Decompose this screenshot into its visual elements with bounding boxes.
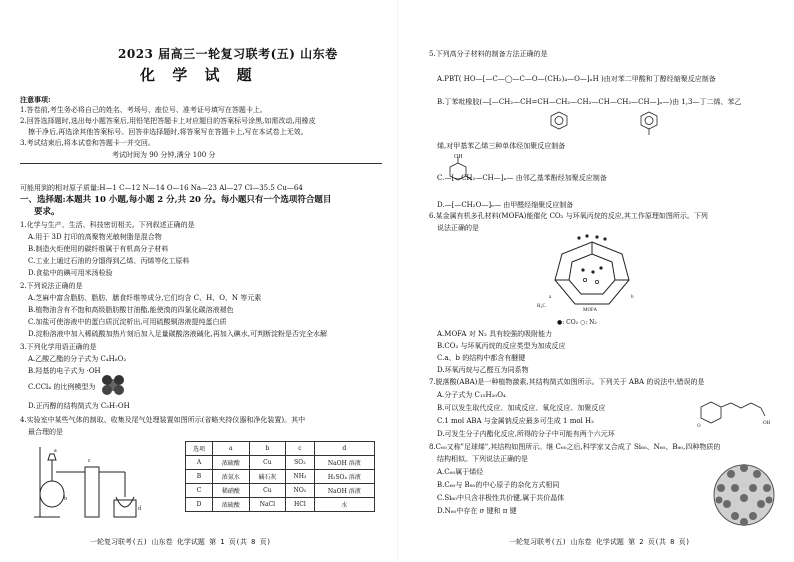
note-1: 1.答卷前,考生务必将自己的姓名、考场号、座位号、准考证号填写在答题卡上。 — [20, 106, 267, 114]
q5-option-b: B.丁苯吡橡胶(—[—CH₂—CH=CH—CH₂—CH₂—CH—CH₂—CH—]ₙ—)由 1,3—丁二烯、苯乙 — [437, 98, 742, 106]
aba-structure-icon — [697, 394, 773, 428]
q2-option-b: B.植物油含有不饱和高级脂肪酸甘油酯,能使溴的四氯化碳溶液褪色 — [28, 306, 234, 314]
section-heading-cont: 要求。 — [34, 207, 60, 217]
svg-text:O: O — [697, 424, 701, 428]
table-cell: B — [186, 470, 213, 484]
q5-option-d: D.—[—CH₂O—]ₙ— 由甲醛经缩聚反应制备 — [437, 201, 574, 209]
apparatus-label-d: d — [138, 506, 141, 512]
q3-option-d: D.正丙醇的结构简式为 C₃H₇OH — [28, 402, 130, 410]
q8-option-a: A.C₆₀属于烯烃 — [437, 468, 484, 476]
table-cell: H₂SO₄ 溶液 — [314, 470, 374, 484]
page-footer-right: 一轮复习联考(五) 山东卷 化学试题 第 2 页(共 8 页) — [509, 538, 690, 546]
table-cell: HCl — [286, 498, 314, 512]
table-cell: NO₂ — [286, 484, 314, 498]
table-header: a — [213, 442, 250, 456]
c60-fullerene-icon — [709, 460, 779, 530]
question-3: 3.下列化学用语正确的是 — [20, 343, 97, 351]
notes-heading: 注意事项: — [20, 95, 51, 104]
table-row — [186, 470, 375, 484]
table-cell: 碱石灰 — [249, 470, 286, 484]
svg-text:OH: OH — [454, 154, 463, 160]
question-6: 6.某金属有机多孔材料(MOFA)能催化 CO₂ 与环氧丙烷的反应,其工作原理如图所示。下列 — [429, 212, 708, 220]
apparatus-label-c: c — [88, 458, 91, 464]
table-cell: NH₃ — [286, 470, 314, 484]
phenol-structure-icon — [445, 153, 475, 193]
q7-option-c: C.1 mol ABA 与金属钠反应最多可生成 1 mol H₂ — [437, 417, 594, 425]
q1-option-a: A.用于 3D 打印的高聚物光敏树脂是混合物 — [28, 233, 162, 241]
q3-option-b: B.羟基的电子式为 ·OH — [28, 367, 101, 375]
q2-option-d: D.淀粉溶液中加入稀硫酸加热片刻后加入足量碳酸溶液碱化,再加入碘水,可判断淀粉是否完全水解 — [28, 330, 328, 338]
table-cell: Cu — [249, 484, 286, 498]
label-a: a — [549, 295, 552, 300]
options-table — [185, 441, 375, 512]
page-footer-left: 一轮复习联考(五) 山东卷 化学试题 第 1 页(共 8 页) — [90, 538, 271, 546]
exam-title: 2023 届高三一轮复习联考(五) 山东卷 — [118, 47, 338, 61]
q7-option-d: D.可发生分子内酯化反应,所得的分子中可能有两个六元环 — [437, 430, 615, 438]
table-cell: C — [186, 484, 213, 498]
table-header: c — [286, 442, 314, 456]
mofa-label: MOFA — [583, 308, 598, 313]
table-cell: 稀硝酸 — [213, 484, 250, 498]
atomic-masses: 可能用到的相对原子质量:H—1 C—12 N—14 O—16 Na—23 Al—27 Cl—35.5 Cu—64 — [20, 184, 303, 192]
table-cell: 浓硫酸 — [213, 456, 250, 470]
q2-option-a: A.芝麻中富含脂肪、脂肪、膳食纤维等成分,它们均含 C、H、O、N 等元素 — [28, 294, 262, 302]
right-page — [397, 0, 794, 562]
table-header-row — [186, 442, 375, 456]
apparatus-label-a: a — [54, 448, 57, 454]
question-5: 5.下列高分子材料的制备方法正确的是 — [429, 50, 548, 58]
table-header: b — [249, 442, 286, 456]
question-4: 4.实验室中某些气体的制取、收集及尾气处理装置如图所示(省略夹持仪器和净化装置)。其中 — [20, 416, 306, 424]
table-cell: Cu — [249, 456, 286, 470]
q8-option-c: C.Si₆₀中只含非极性共价键,属于共价晶体 — [437, 494, 565, 502]
q5-option-c: C.—[—CH₂—CH—]ₙ— 由邻乙基苯酚经加聚反应制备 — [437, 174, 607, 182]
table-row — [186, 484, 375, 498]
label-b: b — [631, 295, 634, 300]
table-row — [186, 498, 375, 512]
table-cell: D — [186, 498, 213, 512]
q6-option-a: A.MOFA 对 N₂ 具有较强的吸附能力 — [437, 330, 553, 338]
note-2: 2.回答选择题时,选出每小题答案后,用铅笔把答题卡上对应题目的答案标号涂黑,如需改动,用橡皮 — [20, 117, 316, 125]
q5-option-a: A.PBT( HO—[—C—◯—C—O—(CH₂)₄—O—]ₙH )由对苯二甲酸和丁醇经缩聚反应制备 — [437, 75, 716, 83]
table-cell: 浓氨水 — [213, 470, 250, 484]
q5-option-b-cont: 烯,对甲基苯乙烯三种单体经加聚反应制备 — [437, 142, 566, 150]
mofa-legend: ●: CO₂ ○: N₂ — [557, 319, 597, 326]
section-heading: 一、选择题:本题共 10 小题,每小题 2 分,共 20 分。每小题只有一个选项符合题目 — [20, 195, 332, 205]
table-header: d — [314, 442, 374, 456]
table-cell: A — [186, 456, 213, 470]
q1-option-b: B.制造火炬使用的碳纤维属于有机高分子材料 — [28, 245, 169, 253]
apparatus-label-b: b — [64, 496, 67, 502]
q2-option-c: C.加盐可使溶液中的蛋白质沉淀析出,可用硫酸铜溶液提纯蛋白质 — [28, 318, 227, 326]
benzene-rings-icon — [547, 108, 667, 142]
question-2: 2.下列说法正确的是 — [20, 282, 83, 290]
q6-option-c: C.a、b 的结构中都含有醚键 — [437, 354, 526, 362]
q6-option-b: B.CO₂ 与环氧丙烷的反应类型为加成反应 — [437, 342, 566, 350]
table-cell: 浓硫酸 — [213, 498, 250, 512]
question-6-cont: 说法正确的是 — [437, 224, 479, 232]
question-1: 1.化学与生产、生活、科技密切相关。下列叙述正确的是 — [20, 221, 195, 229]
q6-option-d: D.环氧丙烷与乙醛互为同系物 — [437, 366, 529, 374]
gas-apparatus-diagram — [30, 442, 170, 522]
table-cell: NaCl — [249, 498, 286, 512]
table-cell: SO₂ — [286, 456, 314, 470]
q1-option-d: D.食盐中的碘可用米汤检验 — [28, 269, 113, 277]
table-cell: 水 — [314, 498, 374, 512]
q8-option-b: B.C₆₀与 B₈₀的中心原子的杂化方式相同 — [437, 481, 560, 489]
ccl4-model-icon — [100, 374, 126, 396]
question-8-cont: 结构相似。下列说法正确的是 — [437, 455, 528, 463]
subject-title: 化 学 试 题 — [140, 66, 258, 84]
q8-option-d: D.N₆₀中存在 σ 键和 π 键 — [437, 507, 517, 515]
table-header: 选项 — [186, 442, 213, 456]
q1-option-c: C.工业上通过石油的分馏得到乙烯、丙烯等化工原料 — [28, 257, 190, 265]
svg-text:OH: OH — [763, 421, 771, 426]
question-8: 8.C₆₀又称"足球烯",其结构如图所示。继 C₆₀之后,科学家又合成了 Si₆₀、N₆₀、B₈₀,四种物质的 — [429, 443, 721, 451]
question-7: 7.脱落酸(ABA)是一种植物激素,其结构简式如图所示。下列关于 ABA 的说法中,错误的是 — [429, 378, 705, 386]
mofa-diagram — [537, 232, 647, 316]
question-4-cont: 最合理的是 — [28, 428, 63, 436]
table-cell: NaOH 溶液 — [314, 484, 374, 498]
q7-option-b: B.可以发生取代反应、加成反应、氧化反应、加聚反应 — [437, 404, 606, 412]
note-2-cont: 擦干净后,再选涂其他答案标号。回答非选择题时,将答案写在答题卡上,写在本试卷上无效。 — [28, 128, 308, 136]
exam-time: 考试时间为 90 分钟,满分 100 分 — [112, 151, 216, 159]
q3-option-a: A.乙酸乙酯的分子式为 C₄H₈O₂ — [28, 355, 127, 363]
table-cell: NaOH 溶液 — [314, 456, 374, 470]
q3-option-c: C.CCl₄ 的比例模型为 — [28, 383, 96, 391]
label-h3c: H₃C — [537, 304, 546, 309]
note-3: 3.考试结束后,将本试卷和答题卡一并交回。 — [20, 139, 155, 147]
separator-line — [20, 163, 382, 164]
table-row — [186, 456, 375, 470]
q7-option-a: A.分子式为 C₁₅H₂₀O₄ — [437, 391, 506, 399]
